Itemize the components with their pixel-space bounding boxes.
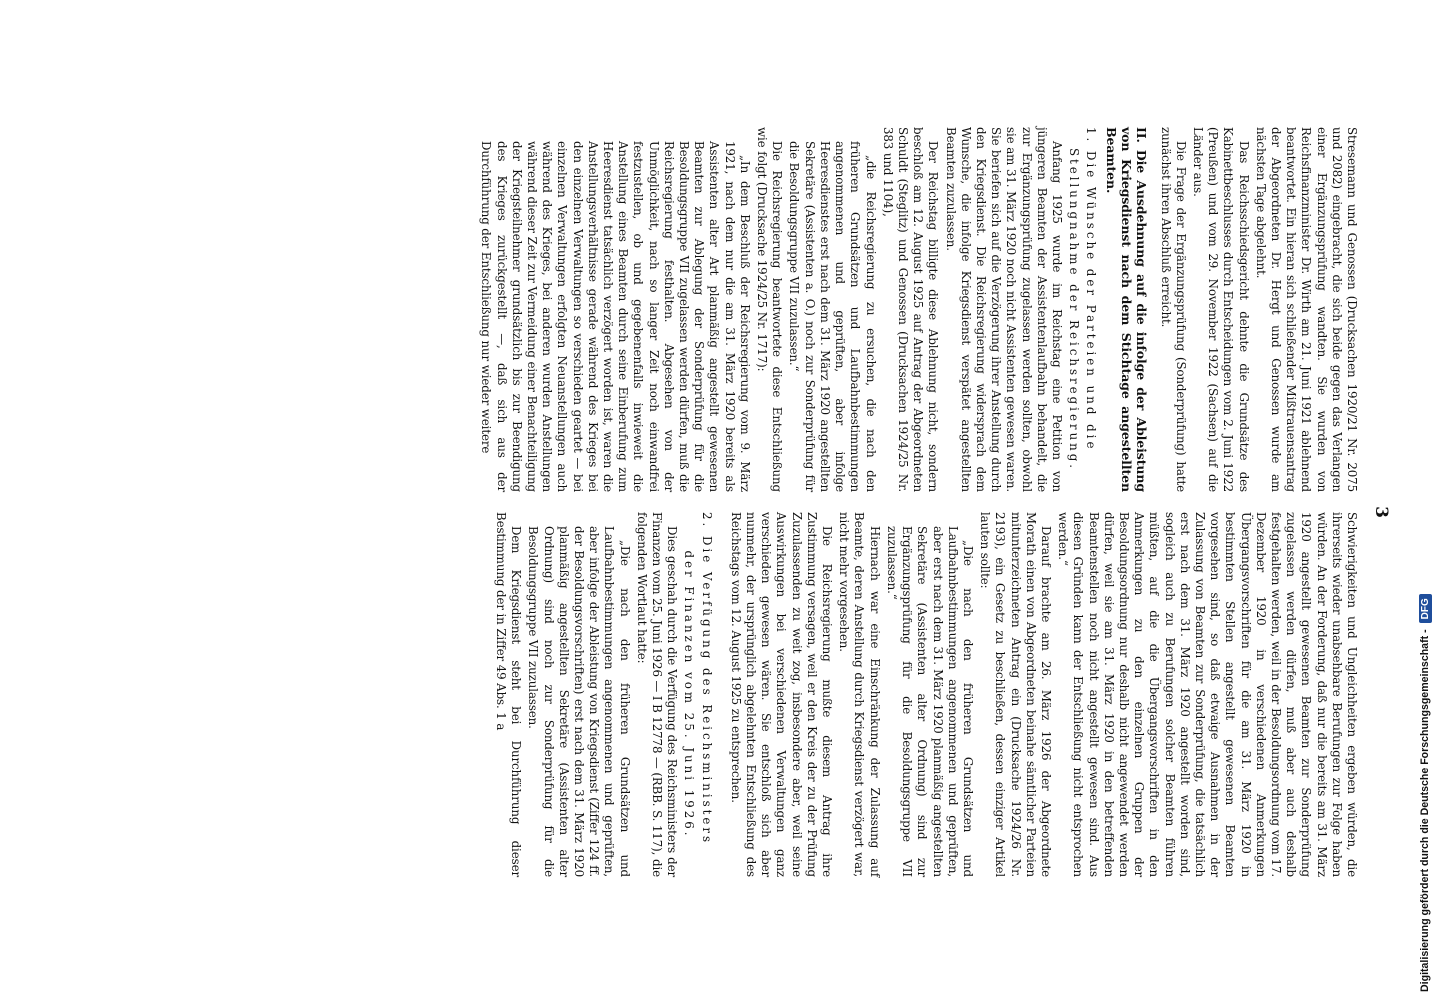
page-number: 3 [1371,506,1391,518]
subheading-line: 2. Die Verfügung des Reichsministers [699,512,714,846]
dfg-logo: DFG [1419,594,1432,623]
paragraph: Darauf brachte am 26. März 1926 der Abgeordnete Morath einen von Abgeordneten beinahe sämtlicher Parteien mitunterzeichneten Antrag ein (Drucksache 1924/26 Nr. 2193), ein Gesetz zu beschließen, dessen einziger Artikel lauten sollte: [978,512,1053,877]
paragraph: Stresemann und Genossen (Drucksachen 1920/21 Nr. 2075 und 2082) eingebracht, die sich beide gegen das Verlangen einer Ergänzungsprüfung wandten. Sie wurden von Reichsfinanzminister Dr. Wirth am 21. Juni 1921 ablehnend beantwortet. Ein hieran sich schließender Mißtrauensantrag der Abgeordneten Dr. Hergt und Genossen wurde am nächsten Tage abgelehnt. [1253,127,1359,492]
paragraph: Dies geschah durch die Verfügung des Reichsministers der Finanzen vom 25. Juni 1926 — I B 12778 — (RBB. S. 117), die folgenden Wortlaut hatte: [634,512,680,877]
paragraph: Das Reichsschiedsgericht dehnte die Grundsätze des Kabinettbeschlusses durch Entscheidungen vom 2. Juni 1922 (Preußen) und vom 29. November 1922 (Sachsen) auf die Länder aus. [1190,127,1251,492]
rotated-document-page [111,107,1391,897]
funding-statement: Digitalisierung gefördert durch die Deutsche Forschungsgemeinschaft - [1419,629,1431,992]
paragraph: Anfang 1925 wurde im Reichstag eine Petition von jüngeren Beamten der Assistentenlaufbahn behandelt, die zur Ergänzungsprüfung zugelassen werden sollten, obwohl sie am 31. März 1920 noch nicht Assistenten gewesen waren. Sie beriefen sich auf die Verzögerung ihrer Anstellung durch den Kriegsdienst. Die Reichsregierung widersprach dem Wunsche, die infolge Kriegsdienst verspätet angestellten Beamten zuzulassen. [943,127,1064,492]
subheading-line: Stellungnahme der Reichsregierung. [1067,147,1082,472]
paragraph: Die Reichsregierung beantwortete diese Entschließung wie folgt (Drucksache 1924/25 Nr. 1717): [755,127,785,492]
paragraph: Dem Kriegsdienst steht bei Durchführung dieser Bestimmung der in Ziffer 49 Abs. 1 a [494,512,524,877]
quotation: „In dem Beschluß der Reichsregierung vom 9. März 1921, nach dem nur die am 31. März 1920 bereits als Assistenten alter Art planmäßig angestellt gewesenen Beamten zur Ablegung der Sonderprüfung für die Besoldungsgruppe VII zugelassen werden dürfen, muß die Reichsregierung festhalten. Abgesehen von der Unmöglichkeit, nach so langer Zeit noch einwandfrei festzustellen, ob und gegebenenfalls inwieweit die Anstellung eines Beamten durch seine Einberufung zum Heeresdienst tatsächlich verzögert worden ist, waren die Anstellungsverhältnisse gerade während des Krieges bei den einzelnen Verwaltungen so verschieden geartet — bei einzelnen Verwaltungen erfolgten Neuanstellungen auch während des Krieges, bei anderen wurden Anstellungen während dieser Zeit zur Vermeidung einer Benachteiligung der Kriegsteilnehmer grundsätzlich bis zur Beendigung des Krieges zurückgestellt —, daß sich aus der Durchführung der Entschließung nur wieder weitere [479,141,752,492]
subheading-line: 1. Die Wünsche der Parteien und die [1084,127,1099,452]
paragraph: Der Reichstag billigte diese Ablehnung nicht, sondern beschloß am 12. August 1925 auf Antrag der Abgeordneten Schuldt (Steglitz) und Genossen (Drucksachen 1924/25 Nr. 383 und 1104), [880,127,941,492]
left-column [476,127,1359,492]
subheading-line: der Finanzen vom 25. Juni 1926. [682,550,697,839]
digitization-note [1408,8,1434,992]
paragraph: Hiernach war eine Einschränkung der Zulassung auf Beamte, deren Anstellung durch Kriegsdienst verzögert war, nicht mehr vorgesehen. [837,512,882,877]
quotation: „Die nach den früheren Grundsätzen und Laufbahnbestimmungen angenommenen und geprüften, aber erst nach dem 31. März 1920 planmäßig angestellten Sekretäre (Assistenten alter Ordnung) sind zur Ergänzungsprüfung für die Besoldungsgruppe VII zuzulassen.“ [884,526,975,877]
digitization-note-text [1416,8,1434,992]
right-column [491,512,1359,877]
paragraph: Die Reichsregierung mußte diesem Antrag ihre Zustimmung versagen, weil er den Kreis der zu der Prüfung Zuzulassenden zu weit zog, insbesondere aber, weil seine Auswirkungen bei verschiedenen Verwaltungen ganz verschieden gewesen wären. Sie entschloß sich aber nunmehr, der ursprünglich abgelehnten Entschließung des Reichstags vom 12. August 1925 zu entsprechen. [728,512,835,877]
quotation: „die Reichsregierung zu ersuchen, die nach den früheren Grundsätzen und Laufbahnbestimmungen angenommenen und geprüften, aber infolge Heeresdienstes erst nach dem 31. März 1920 angestellten Sekretäre (Assistenten a. O.) noch zur Sonderprüfung für die Besoldungsgruppe VII zuzulassen.“ [787,141,878,492]
section-heading: II. Die Ausdehnung auf die infolge der Ableistung von Kriegsdienst nach dem Stichtage angestellten Beamten. [1104,127,1150,492]
quotation: „Die nach den früheren Grundsätzen und Laufbahnbestimmungen angenommenen und geprüften, aber infolge der Ableistung von Kriegsdienst (Ziffer 124 ff. der Besoldungsvorschriften) erst nach dem 31. März 1920 planmäßig angestellten Sekretäre (Assistenten alter Ordnung) sind noch zur Sonderprüfung für die Besoldungsgruppe VII zuzulassen. [526,526,632,877]
paragraph: Die Frage der Ergänzungsprüfung (Sonderprüfung) hatte zunächst ihren Abschluß erreicht. [1158,127,1188,492]
paragraph: Schwierigkeiten und Ungleichheiten ergeben würden, die ihrerseits wieder unabsehbare Berufungen zur Folge haben würden. An der Forderung, daß nur die bereits am 31. März 1920 angestellt gewesenen Beamten zur Sonderprüfung zugelassen werden dürfen, muß aber auch deshalb festgehalten werden, weil in der Besoldungsordnung vom 17. Dezember 1920 in verschiedenen Anmerkungen Übergangsvorschriften für die am 31. März 1920 in bestimmten Stellen angestellt gewesenen Beamten vorgesehen sind, so daß etwaige Ausnahmen in der Zulassung von Beamten zur Sonderprüfung, die tatsächlich erst nach dem 31. März 1920 angestellt worden sind, sogleich auch zu Berufungen solcher Beamten führen müßten, auf die die Übergangsvorschriften in den Anmerkungen zu den einzelnen Gruppen der Besoldungsordnung nur deshalb nicht angewendet werden dürfen, weil sie am 31. März 1920 in den betreffenden Beamtenstellen noch nicht angestellt gewesen sind. Aus diesen Gründen kann der Entschließung nicht entsprochen werden.“ [1056,512,1359,877]
